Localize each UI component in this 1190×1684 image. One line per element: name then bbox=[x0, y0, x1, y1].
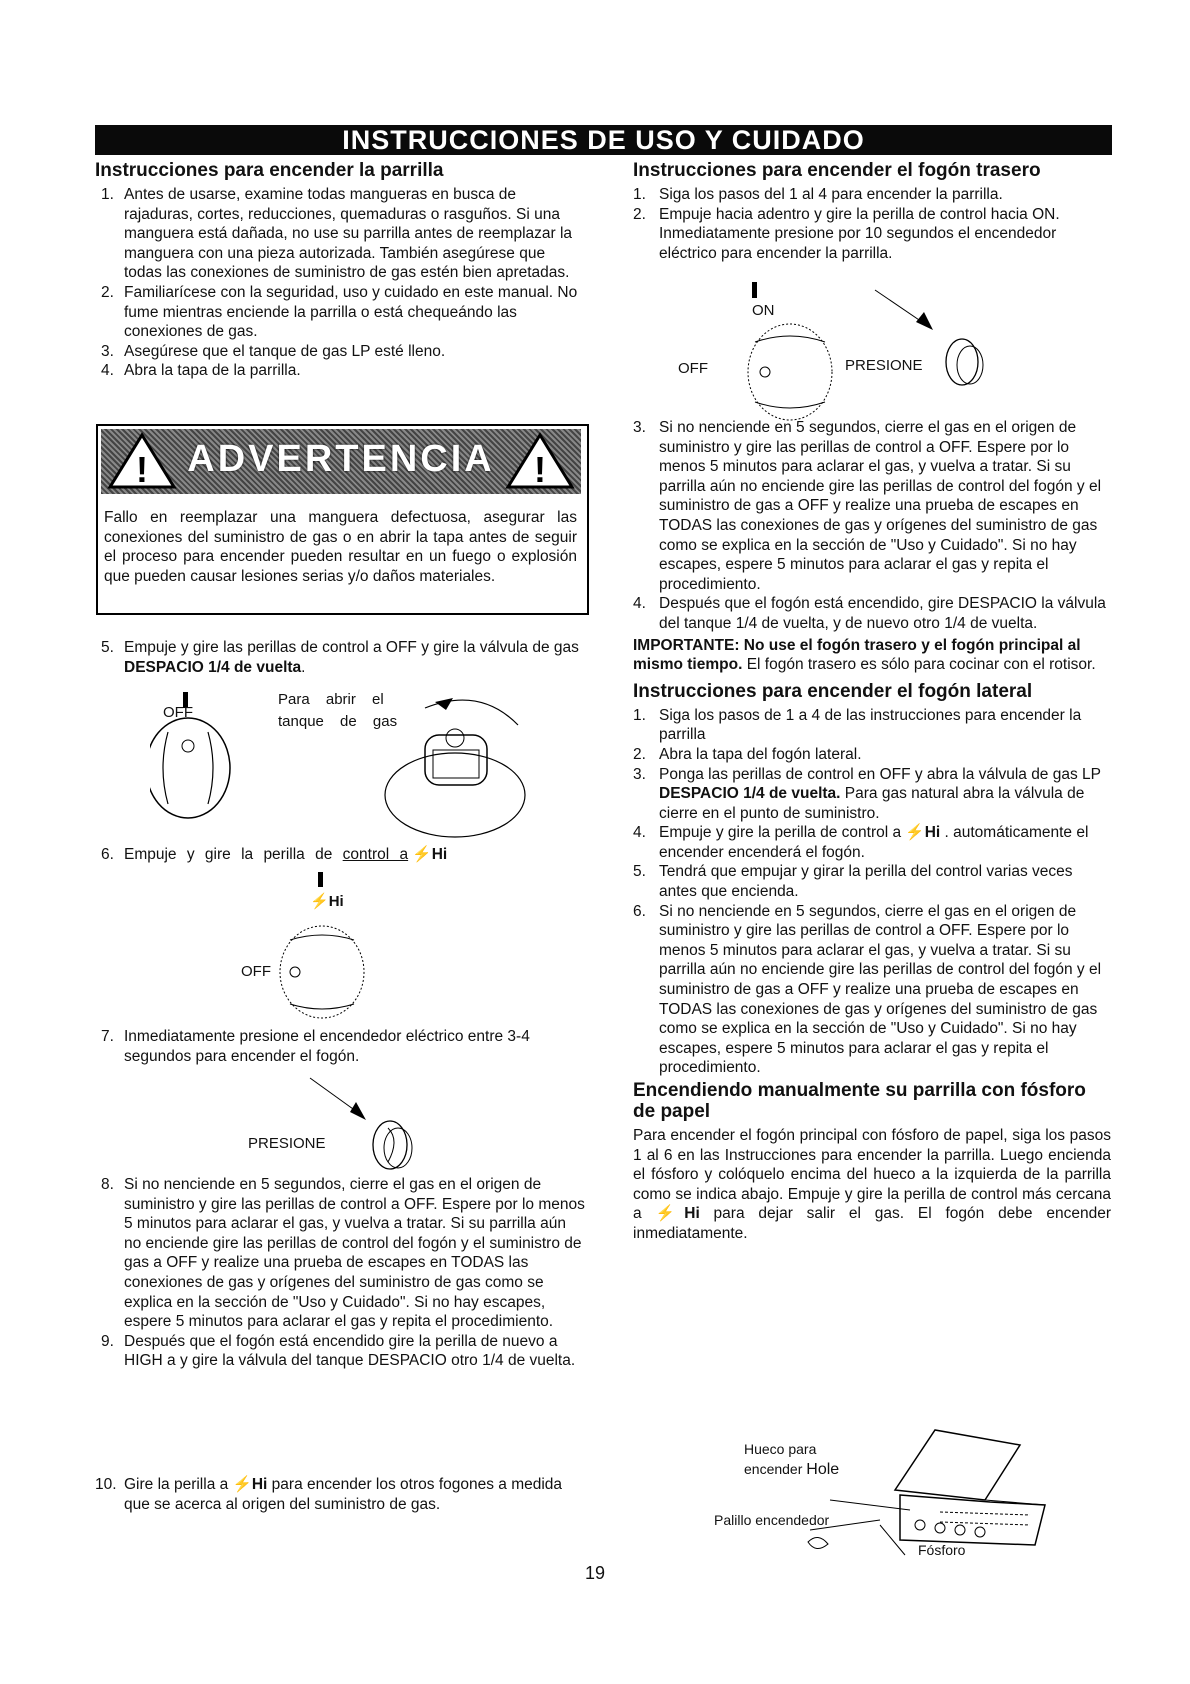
hi-label: Hi bbox=[251, 1476, 268, 1493]
list-item bbox=[633, 185, 1111, 205]
off-label: OFF bbox=[241, 963, 271, 980]
step-number: 9. bbox=[101, 1332, 114, 1350]
step-bold-text: DESPACIO 1/4 de vuelta. bbox=[659, 785, 841, 803]
importante-text: El fogón trasero es sólo para cocinar con el rotisor. bbox=[742, 656, 1096, 674]
step-text: Ponga las perillas de control en OFF y abra la válvula de gas LP bbox=[659, 765, 1101, 783]
hi-label: Hi bbox=[431, 846, 448, 863]
right-column bbox=[633, 160, 1111, 263]
step-text: Empuje y gire la perilla de bbox=[124, 846, 343, 863]
figure-caption: Para abrir el bbox=[278, 691, 384, 708]
step-text: Gire la perilla a bbox=[124, 1476, 233, 1493]
svg-text:!: ! bbox=[136, 449, 148, 490]
step-text: Empuje hacia adentro y gire la perilla de control hacia ON. Inmediatamente presione por 10 segundos el encendedor eléctrico para encender la parrilla. bbox=[659, 205, 1060, 262]
hi-label: Hi bbox=[924, 824, 941, 842]
page-number: 19 bbox=[584, 1563, 606, 1583]
left-column bbox=[95, 160, 587, 381]
step-text: para encender los otros fogones a medida que se acerca al origen del suministro de gas. bbox=[124, 1476, 563, 1513]
list-item bbox=[633, 418, 1111, 594]
step-text: control a bbox=[342, 846, 409, 863]
step-7 bbox=[95, 1027, 587, 1066]
list-item bbox=[633, 594, 1111, 633]
step-text: Siga los pasos de 1 a 4 de las instrucciones para encender la parrilla bbox=[659, 706, 1082, 744]
warning-box bbox=[96, 424, 589, 615]
step-number: 7. bbox=[101, 1028, 114, 1045]
step-text: Tendrá que empujar y girar la perilla del control varias veces antes que encienda. bbox=[659, 863, 1073, 901]
list-item bbox=[633, 205, 1111, 264]
section-heading-encender-parrilla: Instrucciones para encender la parrilla bbox=[95, 160, 444, 181]
step-text: . automáticamente el encender encenderá el fogón. bbox=[659, 824, 1089, 861]
figure-caption: encender Hole bbox=[744, 1461, 840, 1478]
section-heading-fogon-lateral: Instrucciones para encender el fogón lateral bbox=[633, 680, 1033, 702]
steps-list bbox=[95, 185, 587, 381]
list-item bbox=[95, 283, 587, 342]
step-number: 2. bbox=[101, 283, 114, 301]
step-text: Si no nenciende en 5 segundos, cierre el gas en el origen de suministro y gire las perillas de control a OFF. Espere por lo menos 5 minutos para aclarar el gas, y vuelva a tratar. Si su parrilla aún no enciende gire las perillas de control del fogón y el suministro de gas a OFF y realize una prueba de escapes en TODAS las conexiones de gas y orígenes del suministro de gas como se explica en la sección de "Uso y Cuidado". Si no hay escapes, espere 5 minutos para aclarar el gas y repita el procedimiento. bbox=[124, 1176, 585, 1331]
on-label: ON bbox=[752, 302, 775, 319]
step-text: Inmediatamente presione el encendedor eléctrico entre 3-4 segundos para encender el fogón. bbox=[124, 1028, 530, 1065]
step-text: Empuje y gire la perilla de control a bbox=[659, 824, 906, 842]
step-number: 1. bbox=[101, 186, 114, 203]
step-text: Abra la tapa del fogón lateral. bbox=[659, 745, 862, 763]
page-banner: INSTRUCCIONES DE USO Y CUIDADO bbox=[95, 125, 1112, 155]
igniter-button-figure bbox=[300, 1070, 450, 1180]
right-column-continued: 3. Si no nenciende en 5 segundos, cierre el gas en el origen de suministro y gire las perillas de control a OFF. Espere por lo menos 5 minutos para aclarar el gas, y vuelva a tratar. Si su parrilla aún no enciende gire las perillas de control del fogón y el suministro de gas a OFF y realize una prueba de escapes en TODAS las conexiones de gas y orígenes del suministro de gas como se explica en la sección de "Uso y Cuidado". Si no hay escapes, espere 5 minutos para aclarar el gas y repita el procedimiento. 4. Después que el fogón está encendido, gire DESPACIO la válvula del tanque 1/4 de vuelta, y de nuevo otro 1/4 de vuelta. IMPORTANTE: No use el fogón trasero y el fogón principal al mismo tiempo. El fogón trasero es sólo para cocinar con el rotisor. Instrucciones para encender el fogón lateral 1. Siga los pasos de 1 a 4 de las instrucciones para encender la parrilla 2. Abra la tapa del fogón lateral. 3. Ponga las perillas de control en OFF y abra la válvula de gas LP DESPACIO 1/4 de vuelta. Para gas natural abra la válvula de cierre en el punto de suministro. 4. Empuje y gire la perilla de control a ⚡Hi . automáticamente el encender encenderá el fogón. 5. Tendrá que empujar y girar la perilla del control varias veces antes que encienda. 6. Si no nenciende en 5 segundos, cierre el gas en el origen de suministro y gire las perillas de control a OFF. Espere por lo menos 5 minutos para aclarar el gas, y vuelva a tratar. Si su parrilla aún no enciende gire las perillas de control del fogón y el suministro de gas a OFF y realize una prueba de escapes en TODAS las conexiones de gas y orígenes del suministro de gas como se explica en la sección de "Uso y Cuidado". Si no hay escapes, espere 5 minutos para aclarar el gas y repita el procedimiento. Encendiendo manualmente su parrilla con fósforo de papel Para encender el fogón principal con fósforo de papel, siga los pasos 1 al 6 en las Instrucciones para encender la parrilla. Luego encienda el fósforo y colóquelo encima del hueco a la izquierda de la parrilla como se indica abajo. Empuje y gire la perilla de control más cercana a ⚡Hi para dejar salir el gas. El fogón debe encender inmediatamente. bbox=[633, 419, 1111, 1242]
step-text: Antes de usarse, examine todas mangueras en busca de rajaduras, cortes, reducciones, quemaduras o rasguños. Si una manguera está dañada, no use su parrilla antes de reemplazar la manguera con una pieza autorizada. También asegúrese que todas las conexiones de suministro de gas estén bien apretadas. bbox=[124, 186, 573, 282]
step-text: Familiarícese con la seguridad, uso y cuidado en este manual. No fume mientras enciende la parrilla o está chequeándo las conexiones de gas. bbox=[124, 283, 578, 341]
step-text: Después que el fogón está encendido, gire DESPACIO la válvula del tanque 1/4 de vuelta, y de nuevo otro 1/4 de vuelta. bbox=[659, 595, 1106, 632]
step-number: 4. bbox=[101, 362, 114, 380]
step-6: 6. Empuje y gire la perilla de control a ⚡Hi bbox=[101, 846, 448, 863]
list-item bbox=[95, 361, 587, 381]
step-number: 3. bbox=[101, 342, 114, 360]
figure-caption: Hueco para bbox=[744, 1441, 817, 1457]
step-number: 1. bbox=[633, 186, 646, 203]
list-item bbox=[95, 1175, 587, 1332]
step-text: Abra la tapa de la parrilla. bbox=[124, 362, 301, 380]
list-item bbox=[95, 185, 587, 283]
svg-text:!: ! bbox=[534, 449, 546, 490]
warning-header bbox=[101, 429, 581, 494]
presione-label: PRESIONE bbox=[845, 357, 923, 374]
step-text: Empuje y gire las perillas de control a OFF y gire la válvula de gas bbox=[124, 639, 579, 656]
step-text: Asegúrese que el tanque de gas LP esté lleno. bbox=[124, 342, 446, 360]
step-text: . bbox=[301, 658, 306, 676]
manual-text: para dejar salir el gas. El fogón debe encender inmediatamente. bbox=[633, 1205, 1111, 1242]
step-number: 5. bbox=[101, 639, 114, 656]
warning-text: Fallo en reemplazar una manguera defectuosa, asegurar las conexiones del suministro de gas o en abrir la tapa antes de seguir el proceso para encender pueden resultar en un fuego o explosión que pueden causar lesiones serias y/o daños materiales. bbox=[104, 509, 577, 585]
step-text: Después que el fogón está encendido gire la perilla de nuevo a HIGH a y gire la válvula del tanque DESPACIO otro 1/4 de vuelta. bbox=[124, 1332, 576, 1370]
figure-caption: tanque de gas bbox=[278, 713, 398, 730]
steps-8-9 bbox=[95, 1175, 587, 1371]
off-label: OFF bbox=[678, 360, 708, 377]
step-text: Si no nenciende en 5 segundos, cierre el gas en el origen de suministro y gire las perillas de control a OFF. Espere por lo menos 5 minutos para aclarar el gas, y vuelva a tratar. Si su parrilla aún no enciende gire las perillas de control del fogón y el suministro de gas a OFF y realize una prueba de escapes en TODAS las conexiones de gas y orígenes del suministro de gas como se explica en la sección de "Uso y Cuidado". Si no hay escapes, espere 5 minutos para aclarar el gas y repita el procedimiento. bbox=[659, 419, 1102, 593]
figure-caption: Palillo encendedor bbox=[714, 1512, 830, 1528]
list-item bbox=[95, 342, 587, 362]
step-text: Si no nenciende en 5 segundos, cierre el gas en el origen de suministro y gire las perillas de control a OFF. Espere por lo menos 5 minutos para aclarar el gas, y vuelva a tratar. Si su parrilla aún no enciende gire las perillas de control del fogón y el suministro de gas a OFF y realize una prueba de escapes en TODAS las conexiones de gas y orígenes del suministro de gas como se explica en la sección de "Uso y Cuidado". Si no hay escapes, espere 5 minutos para aclarar el gas y repita el procedimiento. bbox=[659, 902, 1102, 1077]
step-text: Siga los pasos del 1 al 4 para encender la parrilla. bbox=[659, 186, 1003, 203]
manual-text: Para encender el fogón principal con fósforo de papel, siga los pasos 1 al 6 en las Instrucciones para encender la parrilla. Luego encienda el fósforo y colóquelo encima del hueco a la izquierda de la parrilla como se indica abajo. Empuje y gire la perilla de control más cercana a bbox=[633, 1127, 1111, 1223]
step-bold-text: DESPACIO 1/4 de vuelta bbox=[124, 658, 302, 676]
step-number: 6. bbox=[101, 846, 114, 863]
step-number: 2. bbox=[633, 205, 646, 223]
figure-caption: Fósforo bbox=[918, 1542, 966, 1558]
off-label: OFF bbox=[163, 704, 193, 721]
rear-burner-knob-figure bbox=[680, 282, 1000, 432]
warning-title: ADVERTENCIA bbox=[187, 438, 495, 480]
step-number: 8. bbox=[101, 1176, 114, 1193]
section-heading-fogon-trasero: Instrucciones para encender el fogón trasero bbox=[633, 160, 1041, 181]
step-number: 10. bbox=[95, 1476, 117, 1493]
step-text: Para gas natural abra la válvula de cierre en el punto de suministro. bbox=[659, 785, 1085, 822]
presione-label: PRESIONE bbox=[248, 1135, 326, 1152]
step-10: 10. Gire la perilla a ⚡Hi para encender los otros fogones a medida que se acerca al origen del suministro de gas. bbox=[95, 1476, 563, 1513]
hi-label: ⚡Hi bbox=[310, 893, 344, 910]
step-5 bbox=[95, 638, 587, 677]
warning-triangle-icon bbox=[505, 432, 575, 490]
hi-label: Hi bbox=[684, 1205, 700, 1223]
section-heading-manual: Encendiendo manualmente su parrilla con fósforo de papel bbox=[633, 1080, 1086, 1122]
step-number: 3. bbox=[633, 419, 646, 436]
importante-bold: IMPORTANTE: No use el fogón trasero y el fogón principal al mismo tiempo. bbox=[633, 636, 1081, 674]
list-item bbox=[95, 1332, 587, 1371]
step-number: 4. bbox=[633, 595, 646, 613]
